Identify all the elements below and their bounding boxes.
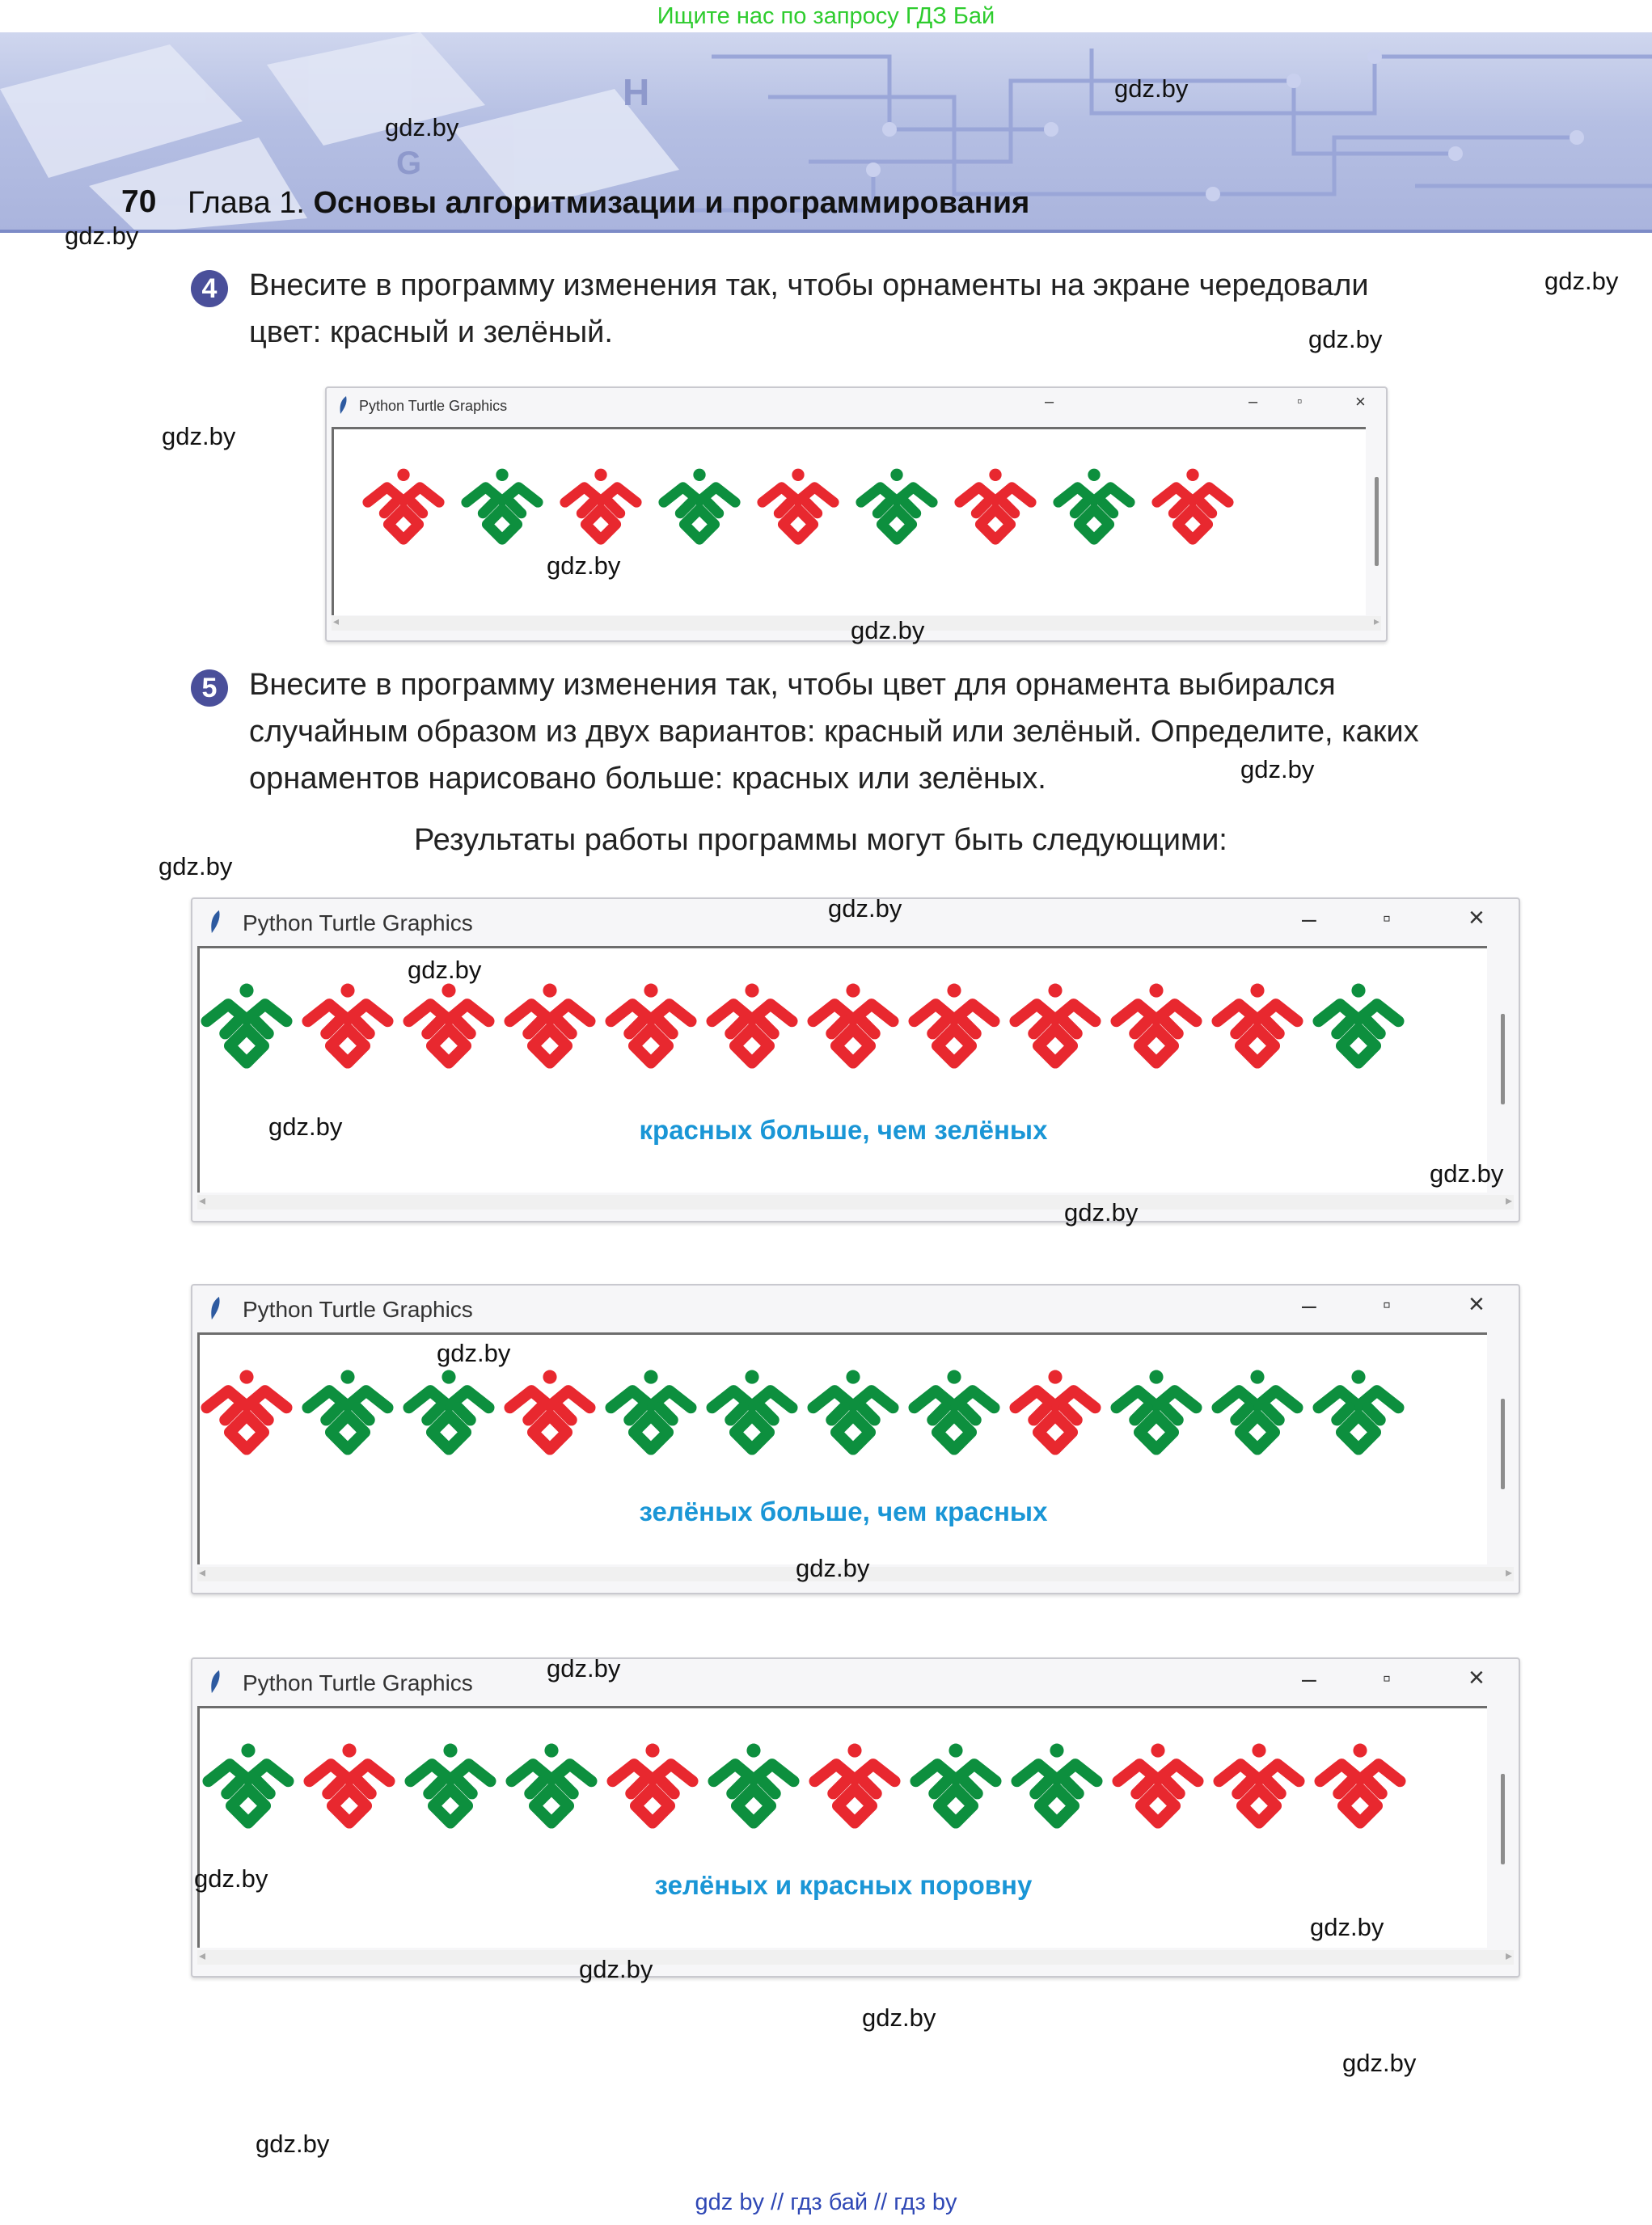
close-icon[interactable]: × xyxy=(1355,391,1366,412)
feather-icon xyxy=(209,1295,223,1321)
task-number-badge: 5 xyxy=(191,669,228,707)
ornament xyxy=(611,984,691,1063)
result-message: зелёных больше, чем красных xyxy=(639,1497,1048,1526)
window-title: Python Turtle Graphics xyxy=(243,910,473,935)
watermark: gdz.by xyxy=(579,1955,653,1983)
ornament xyxy=(1320,1744,1401,1823)
ornament xyxy=(308,1370,388,1450)
horizontal-scrollbar[interactable] xyxy=(197,1950,1514,1965)
svg-text:G: G xyxy=(396,146,422,181)
maximize-icon[interactable]: ▫ xyxy=(1297,393,1303,409)
result-message: зелёных и красных поровну xyxy=(654,1870,1033,1900)
scroll-left-icon[interactable]: ◂ xyxy=(199,1566,206,1580)
task-5-line: случайным образом из двух вариантов: красный или зелёный. Определите, каких xyxy=(249,715,1419,749)
watermark: gdz.by xyxy=(547,551,621,580)
close-icon[interactable]: × xyxy=(1468,1289,1485,1319)
chapter-prefix: Глава 1. xyxy=(188,186,305,220)
turtle-canvas xyxy=(197,1332,1487,1564)
watermark: gdz.by xyxy=(268,1112,343,1141)
watermark: gdz.by xyxy=(1544,267,1619,295)
ornament xyxy=(207,984,287,1063)
watermark: gdz.by xyxy=(1310,1913,1384,1941)
results-intro: Результаты работы программы могут быть следующими: xyxy=(414,823,1227,857)
ornament xyxy=(1058,469,1130,540)
ornament xyxy=(308,984,388,1063)
ornament xyxy=(915,984,995,1063)
ornament xyxy=(565,469,636,540)
task-4-line: Внесите в программу изменения так, чтобы орнаменты на экране чередовали xyxy=(249,268,1369,302)
ornament xyxy=(813,1370,894,1450)
ornament xyxy=(714,1744,794,1823)
ornament xyxy=(1016,984,1096,1063)
ornament xyxy=(611,1370,691,1450)
banner-underline xyxy=(0,230,1652,233)
ornament xyxy=(1117,1370,1197,1450)
turtle-canvas xyxy=(332,427,1366,615)
ornament xyxy=(467,469,538,540)
task-number-badge: 4 xyxy=(191,270,228,307)
watermark: gdz.by xyxy=(547,1654,621,1682)
watermark: gdz.by xyxy=(1064,1198,1139,1226)
ornament-row xyxy=(200,1708,1487,1948)
ornament xyxy=(915,1370,995,1450)
maximize-icon[interactable]: ▫ xyxy=(1383,1292,1391,1317)
watermark: gdz.by xyxy=(158,852,233,880)
ornament xyxy=(1118,1744,1198,1823)
ornament xyxy=(1157,469,1228,540)
maximize-icon[interactable]: ▫ xyxy=(1383,1666,1391,1691)
ornament xyxy=(960,469,1031,540)
ornament xyxy=(712,984,792,1063)
turtle-window-more-red xyxy=(191,897,1520,1222)
turtle-canvas xyxy=(197,1706,1487,1948)
scroll-right-icon[interactable]: ▸ xyxy=(1505,1949,1512,1963)
minimize-button[interactable]: – xyxy=(1249,393,1258,411)
watermark: gdz.by xyxy=(1308,325,1383,353)
watermark: gdz.by xyxy=(1114,74,1189,103)
watermark: gdz.by xyxy=(1430,1159,1504,1188)
task-5-text xyxy=(249,661,1520,802)
minimize-icon[interactable]: – xyxy=(1302,904,1316,933)
ornament-row xyxy=(200,948,1487,1193)
watermark: gdz.by xyxy=(385,113,459,141)
ornament xyxy=(368,469,439,540)
minimize-icon[interactable]: – xyxy=(1302,1290,1316,1319)
scroll-left-icon[interactable]: ◂ xyxy=(333,614,340,627)
ornament xyxy=(613,1744,693,1823)
ornament xyxy=(916,1744,996,1823)
ornament xyxy=(1117,984,1197,1063)
scroll-left-icon[interactable]: ◂ xyxy=(199,1949,206,1963)
watermark: gdz.by xyxy=(828,894,902,923)
chapter-heading: Основы алгоритмизации и программирования xyxy=(313,186,1030,220)
ornament xyxy=(1017,1744,1097,1823)
ornament xyxy=(815,1744,895,1823)
ornament xyxy=(510,1370,590,1450)
turtle-canvas xyxy=(197,946,1487,1193)
turtle-window-alternating xyxy=(325,386,1388,642)
ornament xyxy=(1218,984,1298,1063)
window-title: Python Turtle Graphics xyxy=(359,398,508,414)
ornament xyxy=(1219,1744,1299,1823)
ornament xyxy=(1319,1370,1399,1450)
scroll-right-icon[interactable]: ▸ xyxy=(1505,1566,1512,1580)
ornament xyxy=(207,1370,287,1450)
watermark: gdz.by xyxy=(851,616,925,644)
ornament xyxy=(409,1370,489,1450)
ornament xyxy=(209,1744,289,1823)
ornament xyxy=(1319,984,1399,1063)
maximize-icon[interactable]: ▫ xyxy=(1383,906,1391,931)
scroll-right-icon[interactable]: ▸ xyxy=(1373,614,1379,627)
scroll-left-icon[interactable]: ◂ xyxy=(199,1194,206,1208)
feather-icon xyxy=(209,909,223,935)
window-title: Python Turtle Graphics xyxy=(243,1670,473,1695)
horizontal-scrollbar[interactable] xyxy=(197,1195,1514,1210)
ornament xyxy=(512,1744,592,1823)
watermark: gdz.by xyxy=(65,222,139,250)
watermark: gdz.by xyxy=(162,422,236,450)
watermark: gdz.by xyxy=(796,1554,870,1582)
watermark: gdz.by xyxy=(437,1339,511,1367)
close-icon[interactable]: × xyxy=(1468,902,1485,933)
ornament xyxy=(712,1370,792,1450)
watermark: gdz.by xyxy=(1342,2049,1417,2077)
feather-icon xyxy=(338,395,349,415)
ornament-row xyxy=(334,429,1366,615)
result-message: красных больше, чем зелёных xyxy=(639,1115,1048,1145)
minimize-icon[interactable]: – xyxy=(1045,393,1054,411)
page-number: 70 xyxy=(121,184,157,219)
turtle-window-more-green xyxy=(191,1284,1520,1594)
scroll-right-icon[interactable]: ▸ xyxy=(1505,1194,1512,1208)
ornament xyxy=(409,984,489,1063)
ornament xyxy=(411,1744,491,1823)
watermark: gdz.by xyxy=(256,2130,330,2158)
watermark: gdz.by xyxy=(194,1864,268,1893)
ornament xyxy=(763,469,834,540)
ornament xyxy=(310,1744,390,1823)
chapter-title xyxy=(188,186,1029,221)
minimize-icon[interactable]: – xyxy=(1302,1664,1316,1693)
ornament xyxy=(510,984,590,1063)
task-4-line: цвет: красный и зелёный. xyxy=(249,315,613,349)
window-title: Python Turtle Graphics xyxy=(243,1297,473,1322)
watermark: gdz.by xyxy=(1240,755,1315,783)
vertical-scrollbar[interactable] xyxy=(1501,1399,1505,1489)
feather-icon xyxy=(209,1669,223,1695)
ornament xyxy=(1218,1370,1298,1450)
svg-text:H: H xyxy=(623,71,650,113)
ornament xyxy=(664,469,735,540)
vertical-scrollbar[interactable] xyxy=(1501,1774,1505,1864)
ornament xyxy=(813,984,894,1063)
close-icon[interactable]: × xyxy=(1468,1662,1485,1693)
watermark: gdz.by xyxy=(862,2003,936,2032)
vertical-scrollbar[interactable] xyxy=(1375,477,1379,566)
ornament xyxy=(861,469,932,540)
ornament xyxy=(1016,1370,1096,1450)
ornament-row xyxy=(200,1335,1487,1564)
task-5-line: Внесите в программу изменения так, чтобы цвет для орнамента выбирался xyxy=(249,668,1336,702)
watermark: gdz.by xyxy=(408,956,482,984)
task-5-line: орнаментов нарисовано больше: красных или зелёных. xyxy=(249,762,1046,796)
vertical-scrollbar[interactable] xyxy=(1501,1014,1505,1104)
footer-links[interactable]: gdz by // гдз бай // гдз by xyxy=(695,2189,957,2215)
top-search-hint[interactable]: Ищите нас по запросу ГДЗ Бай xyxy=(657,3,995,29)
